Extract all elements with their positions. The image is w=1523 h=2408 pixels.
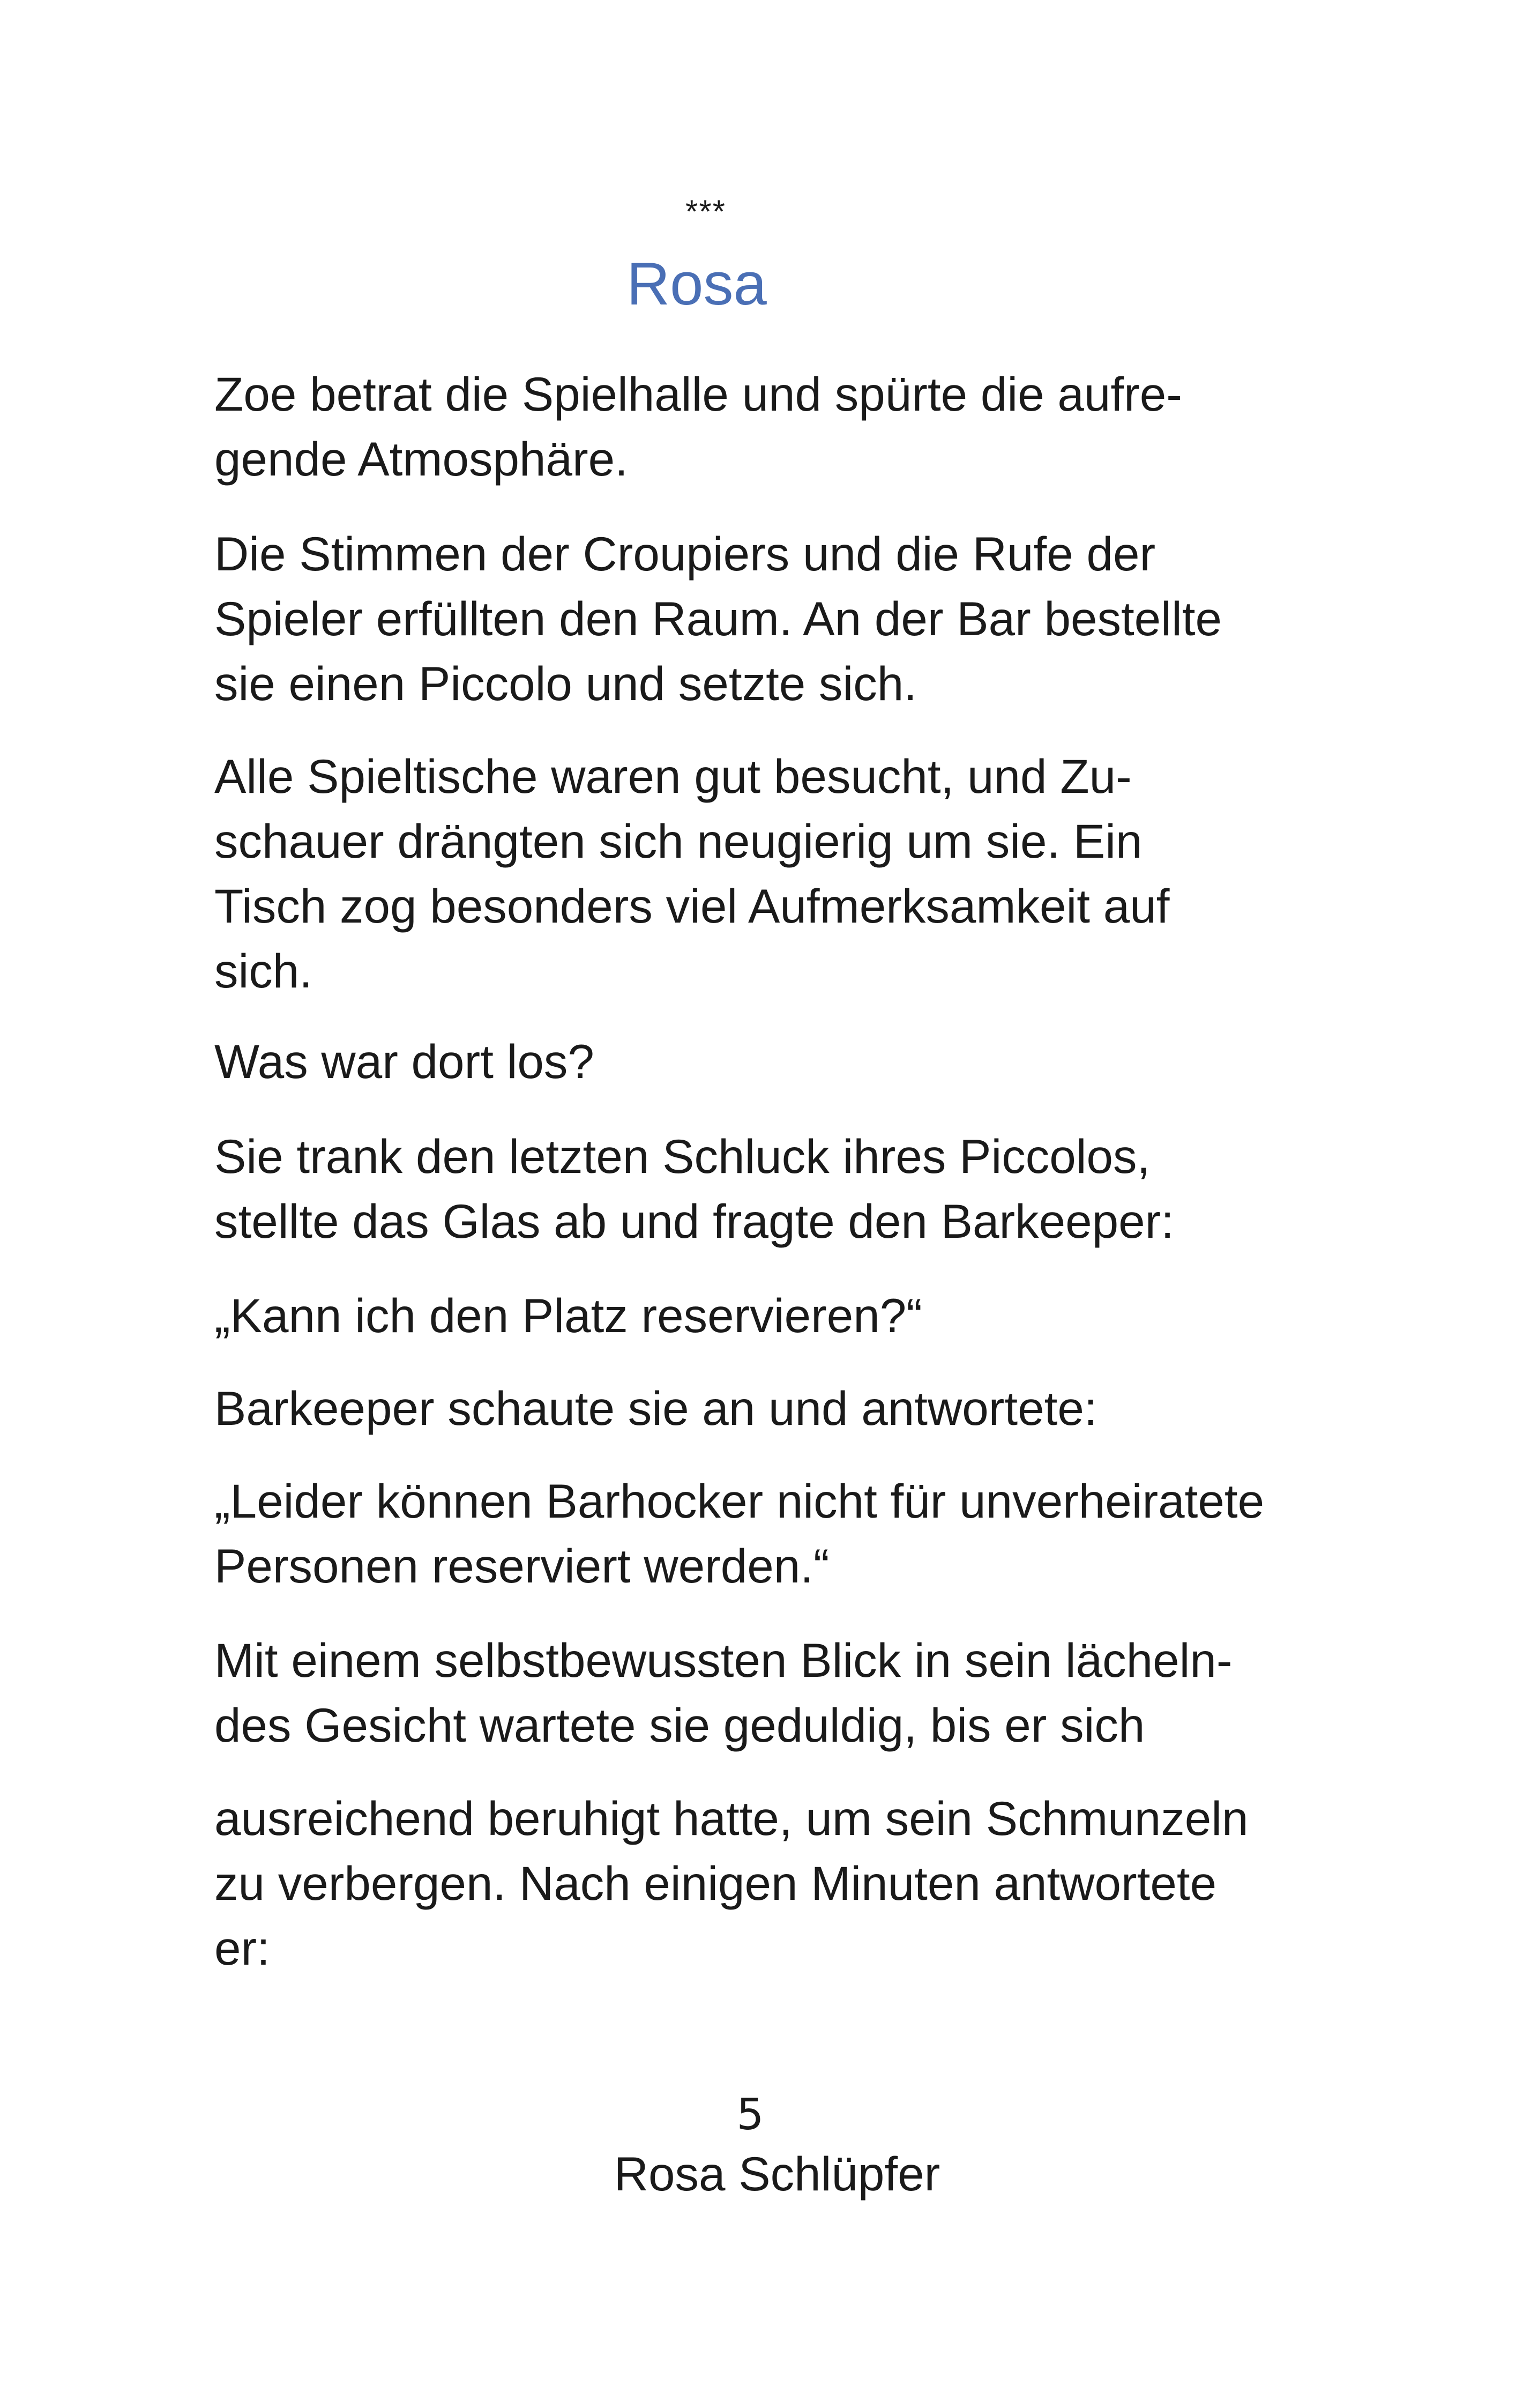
paragraph (214, 744, 1340, 1004)
text-line: des Gesicht wartete sie geduldig, bis er sich (214, 1698, 1145, 1752)
text-line: Sie trank den letzten Schluck ihres Piccolos, (214, 1129, 1151, 1183)
text-line: „Kann ich den Platz reservieren?“ (214, 1289, 922, 1342)
page-footer: Rosa Schlüpfer (614, 2147, 940, 2201)
text-line: sich. (214, 944, 312, 998)
text-line: Was war dort los? (214, 1035, 594, 1088)
text-line: Mit einem selbstbewussten Blick in sein lächeln- (214, 1633, 1233, 1687)
text-line: gende Atmosphäre. (214, 432, 628, 486)
section-separator: *** (685, 194, 727, 229)
paragraph (214, 1283, 1340, 1348)
text-line: stellte das Glas ab und fragte den Barkeeper: (214, 1194, 1174, 1248)
paragraph (214, 1376, 1340, 1441)
paragraph (214, 362, 1340, 492)
text-line: Die Stimmen der Croupiers und die Rufe der (214, 527, 1156, 581)
chapter-title: Rosa (626, 250, 767, 317)
text-line: schauer drängten sich neugierig um sie. Ein (214, 814, 1143, 868)
paragraph (214, 1029, 1340, 1094)
paragraph (214, 1124, 1340, 1254)
paragraph (214, 1786, 1340, 1981)
text-line: Tisch zog besonders viel Aufmerksamkeit auf (214, 879, 1170, 933)
paragraph (214, 1628, 1340, 1758)
page-number: 5 (736, 2090, 764, 2139)
text-line: Barkeeper schaute sie an und antwortete: (214, 1381, 1098, 1435)
text-line: Alle Spieltische waren gut besucht, und Zu- (214, 749, 1132, 803)
paragraph (214, 1469, 1340, 1599)
text-line: Zoe betrat die Spielhalle und spürte die aufre- (214, 367, 1182, 421)
text-line: er: (214, 1921, 270, 1975)
text-line: zu verbergen. Nach einigen Minuten antwortete (214, 1856, 1217, 1910)
text-line: sie einen Piccolo und setzte sich. (214, 657, 917, 710)
text-line: ausreichend beruhigt hatte, um sein Schmunzeln (214, 1792, 1249, 1845)
paragraph (214, 522, 1340, 716)
text-line: Personen reserviert werden.“ (214, 1539, 830, 1593)
text-line: Spieler erfüllten den Raum. An der Bar bestellte (214, 592, 1222, 645)
text-line: „Leider können Barhocker nicht für unverheiratete (214, 1474, 1265, 1528)
